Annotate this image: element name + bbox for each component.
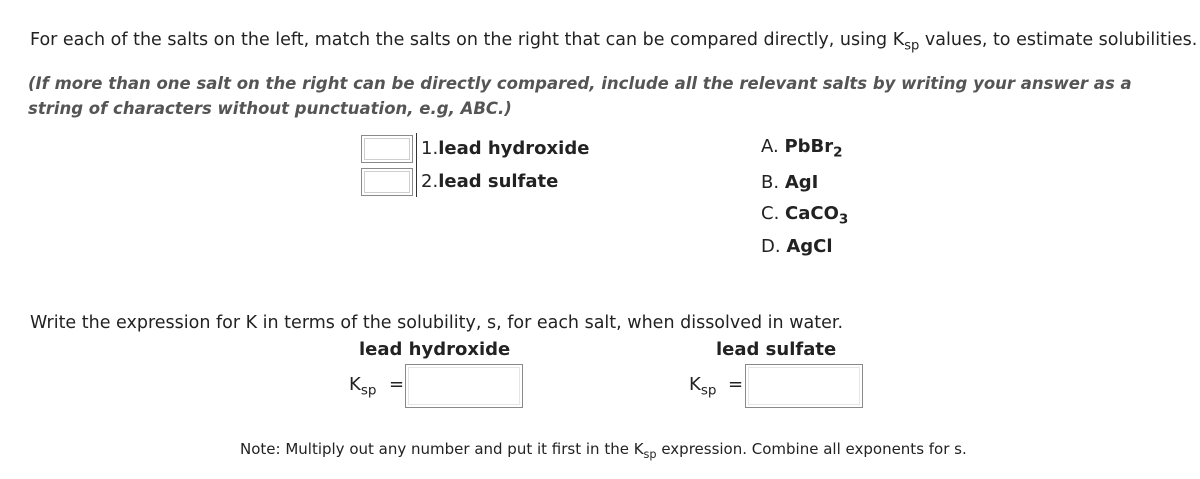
column-heading-lead-hydroxide: lead hydroxide xyxy=(359,339,511,360)
equals-sign-2: = xyxy=(728,374,744,395)
section2-prompt: Write the expression for K in terms of the solubility, s, for each salt, when dissolved in water. xyxy=(30,313,844,333)
right-item-b xyxy=(761,172,818,193)
right-item-formula: AgI xyxy=(784,172,819,193)
left-item-number: 2. xyxy=(421,171,439,192)
ksp-label-1: $K_{sp}$ xyxy=(349,374,377,399)
note-text: Note: Multiply out any number and put it first in the $K_{sp}$ expression. Combine all exponents for s. xyxy=(240,440,967,461)
ksp-expression-input-lead-hydroxide[interactable] xyxy=(405,364,523,408)
left-item-label: lead hydroxide xyxy=(438,138,590,159)
right-item-letter: A. xyxy=(761,136,779,157)
intro-text-after: values, to estimate solubilities. xyxy=(919,30,1198,50)
intro-text-before: For each of the salts on the left, match the salts on the right that can be compared directly, using K xyxy=(30,30,905,50)
right-item-formula: PbBr$_2$ xyxy=(784,136,843,161)
equals-sign-1: = xyxy=(389,374,405,395)
right-item-c xyxy=(761,203,848,228)
right-item-formula: AgCl xyxy=(786,236,833,257)
left-item-number: 1. xyxy=(421,138,439,159)
right-item-formula: CaCO$_3$ xyxy=(785,203,849,228)
left-item-1 xyxy=(421,138,589,159)
right-item-letter: B. xyxy=(761,172,780,193)
divider-line xyxy=(416,133,417,197)
answer-box-lead-sulfate[interactable] xyxy=(361,168,413,196)
ksp-expression-input-lead-sulfate[interactable] xyxy=(745,364,863,408)
left-item-2 xyxy=(421,171,558,192)
right-item-letter: C. xyxy=(761,203,780,224)
column-heading-lead-sulfate: lead sulfate xyxy=(716,339,837,360)
right-item-d xyxy=(761,236,833,257)
left-item-label: lead sulfate xyxy=(438,171,559,192)
intro-ksp-subscript: sp xyxy=(904,38,920,54)
right-item-a xyxy=(761,136,843,161)
right-item-letter: D. xyxy=(761,236,781,257)
ksp-label-2: $K_{sp}$ xyxy=(689,374,717,399)
answer-box-lead-hydroxide[interactable] xyxy=(361,135,413,163)
question-hint: (If more than one salt on the right can be directly compared, include all the relevant salts by writing your answer as a string of characters without punctuation, e.g, ABC.) xyxy=(28,74,1132,118)
question-intro xyxy=(30,30,1197,54)
